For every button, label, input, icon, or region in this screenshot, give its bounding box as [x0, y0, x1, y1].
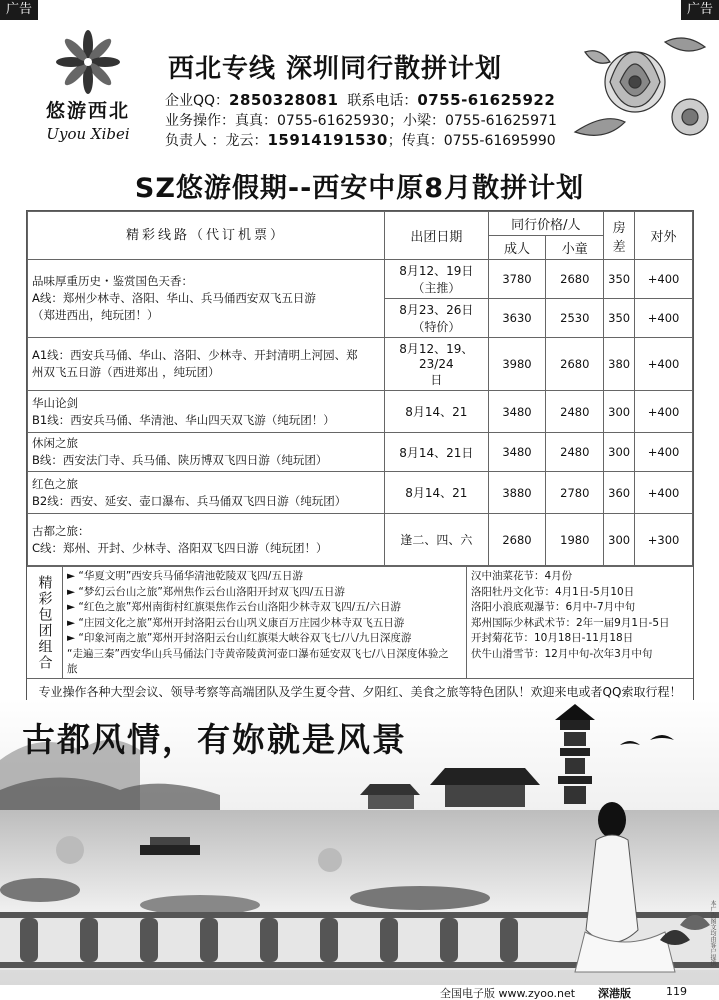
table-row: [28, 260, 693, 299]
departure-date: [385, 514, 488, 566]
route-line: （郑进西出，纯玩团！）: [32, 308, 159, 322]
page-footer: [0, 985, 719, 1000]
group-tour-item: ► “梦幻云台山之旅”郑州焦作云台山洛阳开封双飞四/五日游: [67, 585, 345, 598]
route-line: 华山论剑: [32, 395, 78, 410]
route-description: [28, 391, 385, 433]
child-price: 2480: [546, 391, 604, 433]
festival-item: 开封菊花节：10月18日-11月18日: [471, 632, 634, 644]
external-markup: +400: [635, 433, 693, 472]
date-line: 日: [430, 373, 443, 387]
external-markup: +400: [635, 338, 693, 391]
date-line: 8月12、19日: [399, 264, 474, 278]
room-diff: 350: [604, 299, 635, 338]
header-peer-price: 同行价格/人: [488, 212, 604, 236]
departure-date: [385, 433, 488, 472]
route-line: B1线：西安兵马俑、华清池、华山四天双飞游（纯玩团！）: [32, 412, 335, 427]
ops-contacts: 业务操作：真真：0755-61625930；小梁：0755-61625971: [165, 113, 557, 129]
adult-price: 3480: [488, 391, 546, 433]
date-line: 8月14、21: [405, 486, 468, 500]
external-markup: +400: [635, 299, 693, 338]
route-line: A1线：西安兵马俑、华山、洛阳、少林寺、开封清明上河园、郑: [32, 348, 358, 362]
external-markup: +400: [635, 391, 693, 433]
header-adult: 成人: [488, 236, 546, 260]
group-tour-item: ► “印象河南之旅”郑州开封洛阳云台山红旗渠大峡谷双飞七/八/九日深度游: [67, 632, 412, 644]
room-diff: 300: [604, 433, 635, 472]
route-description: [28, 433, 385, 472]
child-price: 2780: [546, 472, 604, 514]
departure-date: [385, 391, 488, 433]
service-footnote: 专业操作各种大型会议、领导考察等高端团队及学生夏令营、夕阳红、美食之旅等特色团队！欢迎来电或者QQ索取行程！: [27, 678, 693, 704]
adult-price: 2680: [488, 514, 546, 566]
contact-qq-line: [165, 90, 555, 110]
route-line: 红色之旅: [32, 476, 78, 491]
departure-date: [385, 260, 488, 299]
route-line: A线：郑州少林寺、洛阳、华山、兵马俑西安双飞五日游: [32, 291, 316, 305]
header-title: 西北专线 深圳同行散拼计划: [168, 54, 503, 84]
manager-label: 负责人 ：龙云：: [165, 133, 268, 149]
table-row: [28, 391, 693, 433]
page-number: 119: [666, 985, 687, 998]
adult-price: 3980: [488, 338, 546, 391]
logo-text-cn: 悠游西北: [45, 100, 130, 122]
header-route: 精彩线路（代订机票）: [28, 212, 385, 260]
room-diff: 360: [604, 472, 635, 514]
ad-tag-right: 广告: [681, 0, 719, 20]
date-line: （特价）: [412, 320, 461, 334]
tel-number: 0755-61625922: [417, 91, 556, 109]
date-line: 8月23、26日: [399, 303, 474, 317]
price-table: [26, 210, 694, 705]
fax-number: ；传真：0755-61695990: [387, 133, 556, 149]
contact-ops-line: [165, 110, 557, 130]
header-date: 出团日期: [385, 212, 488, 260]
footer-site: 全国电子版 www.zyoo.net: [440, 987, 576, 1000]
festival-list: [467, 567, 693, 678]
group-tour-item: ► “华夏文明”西安兵马俑华清池乾陵双飞四/五日游: [67, 570, 303, 582]
plan-title: SZ悠游假期--西安中原8月散拼计划: [134, 173, 585, 204]
footer-edition: 深港版: [598, 987, 631, 1000]
child-price: 1980: [546, 514, 604, 566]
manager-phone: 15914191530: [267, 131, 388, 149]
banner-slogan: 古都风情，有妳就是风景: [22, 720, 407, 759]
external-markup: +400: [635, 260, 693, 299]
festival-item: 郑州国际少林武术节：2年一届9月1日-5日: [471, 616, 670, 629]
group-tour-list: [63, 567, 467, 678]
header-external: 对外: [635, 212, 693, 260]
date-line: 逢二、四、六: [400, 533, 473, 547]
external-markup: +400: [635, 472, 693, 514]
room-diff: 350: [604, 260, 635, 299]
date-line: 8月12、19、23/24: [399, 342, 474, 371]
route-line: 休闲之旅: [32, 436, 78, 450]
table-row: [28, 514, 693, 566]
group-tour-item: “走遍三秦”西安华山兵马俑法门寺黄帝陵黄河壶口瀑布延安双飞七/八日深度体验之: [67, 647, 449, 660]
group-tour-label: 精彩包团组合: [27, 567, 63, 678]
room-diff: 300: [604, 514, 635, 566]
room-diff: 300: [604, 391, 635, 433]
departure-date: [385, 338, 488, 391]
ad-tag-left: 广告: [0, 0, 38, 20]
festival-item: 洛阳小浪底观瀑节：6月中-7月中旬: [471, 601, 636, 613]
header-child: 小童: [546, 236, 604, 260]
route-line: C线：郑州、开封、少林寺、洛阳双飞四日游（纯玩团！）: [32, 540, 328, 555]
side-note: 本广告图文均由客户提供: [709, 900, 716, 966]
date-line: （主推）: [412, 281, 461, 295]
festival-item: 洛阳牡丹文化节：4月1日-5月10日: [471, 585, 635, 598]
qq-number: 2850328081: [229, 91, 339, 109]
table-row: [28, 338, 693, 391]
child-price: 2480: [546, 433, 604, 472]
route-line: 品味厚重历史・鉴赏国色天香：: [32, 274, 193, 288]
scenic-banner: [0, 700, 719, 985]
route-line: B2线：西安、延安、壶口瀑布、兵马俑双飞四日游（纯玩团）: [32, 493, 347, 508]
group-tour-item: ► “庄园文化之旅”郑州开封洛阳云台山巩义康百万庄园少林寺双飞五日游: [67, 616, 405, 629]
adult-price: 3630: [488, 299, 546, 338]
departure-date: [385, 299, 488, 338]
table-row: [28, 433, 693, 472]
external-markup: +300: [635, 514, 693, 566]
route-description: [28, 338, 385, 391]
table-row: [28, 472, 693, 514]
adult-price: 3480: [488, 433, 546, 472]
festival-item: 汉中油菜花节：4月份: [471, 570, 573, 582]
header-room-diff: 房差: [604, 212, 635, 260]
date-line: 8月14、21日: [399, 445, 474, 460]
qq-label: 企业QQ：: [165, 93, 230, 109]
route-description: [28, 260, 385, 338]
logo-text-en: Uyou Xibei: [46, 125, 130, 143]
contact-manager-line: [165, 130, 556, 150]
route-line: 古都之旅：: [32, 523, 90, 538]
child-price: 2680: [546, 338, 604, 391]
group-tour-section: [27, 566, 693, 678]
route-line: B线：西安法门寺、兵马俑、陕历博双飞四日游（纯玩团）: [32, 453, 328, 467]
route-description: [28, 472, 385, 514]
group-tour-item: ► “红色之旅”郑州南街村红旗渠焦作云台山洛阳少林寺双飞四/五/六日游: [67, 601, 401, 613]
route-line: 州双飞五日游（西进郑出 ，纯玩团）: [32, 365, 220, 379]
group-tour-item: 旅: [67, 663, 78, 675]
adult-price: 3780: [488, 260, 546, 299]
room-diff: 380: [604, 338, 635, 391]
tel-label: 联系电话：: [347, 93, 418, 109]
header: [0, 22, 719, 152]
child-price: 2530: [546, 299, 604, 338]
child-price: 2680: [546, 260, 604, 299]
departure-date: [385, 472, 488, 514]
pinwheel-logo-icon: [51, 28, 125, 96]
date-line: 8月14、21: [405, 405, 468, 419]
company-logo: [28, 28, 148, 148]
peony-flower-icon: [565, 22, 713, 150]
route-description: [28, 514, 385, 566]
festival-item: 伏牛山滑雪节：12月中旬-次年3月中旬: [471, 647, 653, 660]
adult-price: 3880: [488, 472, 546, 514]
